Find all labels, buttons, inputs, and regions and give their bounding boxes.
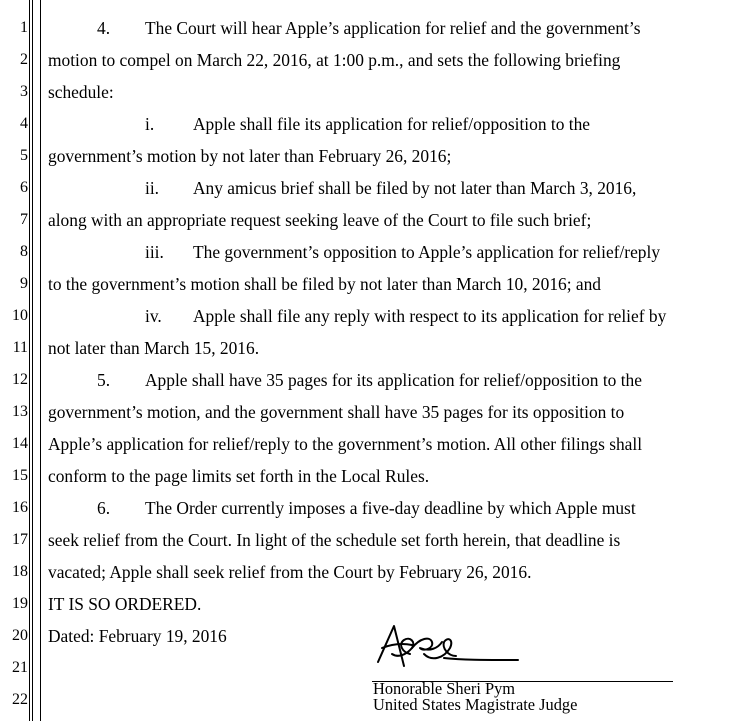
paragraph-number: 5. [97, 370, 111, 390]
line-number: 17 [12, 531, 28, 548]
body-line: motion to compel on March 22, 2016, at 1:00 p.m., and sets the following briefing [48, 50, 621, 70]
body-line: conform to the page limits set forth in the Local Rules. [48, 466, 430, 486]
body-line: The Order currently imposes a five-day deadline by which Apple must [145, 498, 636, 518]
body-line: Apple shall file its application for relief/opposition to the [193, 114, 590, 134]
body-line: Apple shall have 35 pages for its application for relief/opposition to the [145, 370, 642, 390]
item-number: i. [145, 114, 155, 134]
line-number: 12 [12, 371, 28, 388]
item-number: iv. [145, 306, 162, 326]
line-number: 9 [20, 275, 28, 292]
body-line: to the government’s motion shall be filed by not later than March 10, 2016; and [48, 274, 602, 294]
body-line: government’s motion, and the government shall have 35 pages for its opposition to [48, 402, 625, 422]
body-line: The government’s opposition to Apple’s application for relief/reply [193, 242, 661, 262]
line-number: 7 [20, 211, 28, 228]
judge-signature [372, 618, 522, 674]
line-number: 11 [12, 339, 28, 356]
paragraph-number: 6. [97, 498, 111, 518]
margin-rule-right [40, 0, 41, 721]
dated-line: Dated: February 19, 2016 [48, 626, 227, 646]
line-number: 6 [20, 179, 28, 196]
item-number: iii. [145, 242, 164, 262]
ordered-statement: IT IS SO ORDERED. [48, 594, 202, 614]
body-line: schedule: [48, 82, 114, 102]
line-number: 4 [20, 115, 28, 132]
line-number: 8 [20, 243, 28, 260]
body-line: along with an appropriate request seeking leave of the Court to file such brief; [48, 210, 592, 230]
margin-rule-left-outer [29, 0, 30, 721]
line-number: 21 [12, 659, 28, 676]
body-line: not later than March 15, 2016. [48, 338, 260, 358]
item-number: ii. [145, 178, 160, 198]
margin-rule-left-inner [32, 0, 33, 721]
line-number: 22 [12, 691, 28, 708]
paragraph-number: 4. [97, 18, 111, 38]
line-number: 19 [12, 595, 28, 612]
line-number: 18 [12, 563, 28, 580]
judge-name: Honorable Sheri Pym [373, 679, 516, 698]
line-number: 2 [20, 51, 28, 68]
line-number: 10 [12, 307, 28, 324]
line-number: 14 [12, 435, 28, 452]
line-number: 3 [20, 83, 28, 100]
line-number: 20 [12, 627, 28, 644]
body-line: Any amicus brief shall be filed by not later than March 3, 2016, [193, 178, 637, 198]
body-line: seek relief from the Court. In light of the schedule set forth herein, that deadline is [48, 530, 621, 550]
body-line: vacated; Apple shall seek relief from the Court by February 26, 2016. [48, 562, 532, 582]
line-number: 5 [20, 147, 28, 164]
body-line: government’s motion by not later than February 26, 2016; [48, 146, 452, 166]
line-number: 16 [12, 499, 28, 516]
judge-title: United States Magistrate Judge [373, 695, 578, 714]
body-line: Apple’s application for relief/reply to the government’s motion. All other filings shall [48, 434, 643, 454]
body-line: Apple shall file any reply with respect to its application for relief by [193, 306, 667, 326]
line-number: 15 [12, 467, 28, 484]
line-number: 1 [20, 19, 28, 36]
line-number: 13 [12, 403, 28, 420]
body-line: The Court will hear Apple’s application for relief and the government’s [145, 18, 641, 38]
